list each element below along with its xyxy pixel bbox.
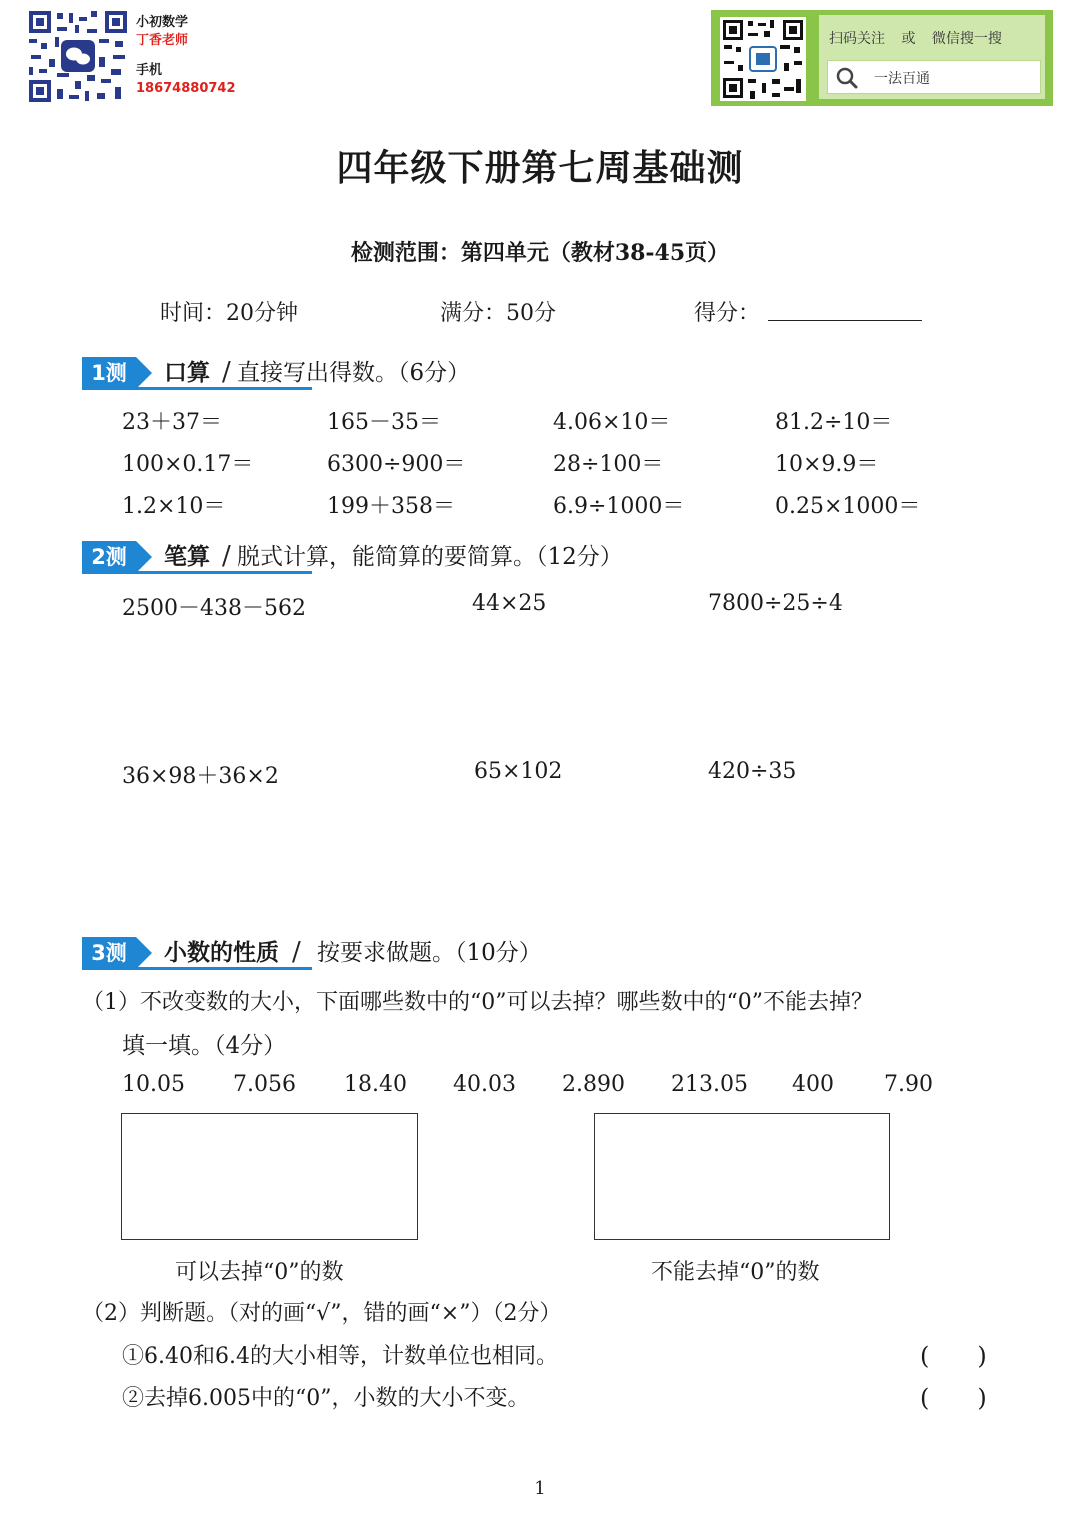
search-panel bbox=[819, 15, 1045, 99]
section3-name: 小数的性质 bbox=[164, 939, 279, 966]
contact-qr-code bbox=[27, 9, 129, 104]
banner-prompt: 扫码关注 或 微信搜一搜 bbox=[829, 31, 1002, 47]
judge-statement-2: ②去掉6.005中的“0”，小数的大小不变。 bbox=[122, 1386, 530, 1411]
removable-zero-box[interactable] bbox=[121, 1113, 418, 1240]
nonremovable-zero-label: 不能去掉“0”的数 bbox=[651, 1260, 820, 1285]
written-item: 420÷35 bbox=[708, 759, 797, 784]
search-query: 一法百通 bbox=[874, 71, 930, 87]
decimal-number: 40.03 bbox=[453, 1072, 516, 1097]
section1-slash: / bbox=[222, 357, 231, 387]
decimal-number: 18.40 bbox=[344, 1072, 407, 1097]
follow-qr-code bbox=[720, 17, 806, 101]
section1-instruction: 直接写出得数。（6分） bbox=[237, 360, 471, 386]
written-item: 36×98＋36×2 bbox=[122, 764, 279, 789]
judge-answer-1[interactable]: ( ) bbox=[920, 1342, 987, 1370]
follow-banner bbox=[711, 10, 1053, 106]
decimal-number: 400 bbox=[792, 1072, 834, 1097]
section3-header bbox=[82, 937, 782, 971]
judge-answer-2[interactable]: ( ) bbox=[920, 1384, 987, 1412]
time-limit: 时间：20分钟 bbox=[160, 301, 298, 326]
contact-teacher: 丁香老师 bbox=[136, 33, 189, 48]
oral-item: 23＋37＝ bbox=[122, 410, 222, 435]
part1-question: （1）不改变数的大小，下面哪些数中的“0”可以去掉？哪些数中的“0”不能去掉？ bbox=[82, 990, 873, 1015]
section3-instruction: 按要求做题。（10分） bbox=[317, 940, 542, 966]
section3-slash: / bbox=[292, 937, 301, 967]
section1-badge: 1测 bbox=[82, 357, 136, 389]
oral-item: 4.06×10＝ bbox=[553, 410, 671, 435]
score-blank[interactable] bbox=[768, 320, 922, 321]
page-number: 1 bbox=[534, 1478, 546, 1499]
section3-badge: 3测 bbox=[82, 937, 136, 969]
section1-badge-arrow bbox=[136, 357, 152, 389]
section2-header bbox=[82, 541, 782, 575]
oral-item: 10×9.9＝ bbox=[775, 452, 879, 477]
written-item: 44×25 bbox=[472, 591, 547, 616]
decimal-number: 213.05 bbox=[671, 1072, 748, 1097]
section3-badge-arrow bbox=[136, 937, 152, 969]
oral-item: 6300÷900＝ bbox=[327, 452, 466, 477]
decimal-number: 7.90 bbox=[884, 1072, 933, 1097]
oral-item: 6.9÷1000＝ bbox=[553, 494, 685, 519]
oral-item: 165－35＝ bbox=[327, 410, 441, 435]
contact-phone: 18674880742 bbox=[136, 81, 236, 96]
oral-item: 100×0.17＝ bbox=[122, 452, 254, 477]
contact-info bbox=[136, 14, 236, 98]
section2-badge: 2测 bbox=[82, 541, 136, 573]
search-icon bbox=[836, 67, 858, 89]
removable-zero-label: 可以去掉“0”的数 bbox=[175, 1260, 344, 1285]
page-title: 四年级下册第七周基础测 bbox=[336, 147, 744, 189]
section2-badge-arrow bbox=[136, 541, 152, 573]
decimal-number: 10.05 bbox=[122, 1072, 185, 1097]
written-item: 65×102 bbox=[474, 759, 563, 784]
section2-instruction: 脱式计算，能简算的要简算。（12分） bbox=[237, 544, 623, 570]
part1-question-cont: 填一填。（4分） bbox=[122, 1033, 287, 1059]
section2-name: 笔算 bbox=[164, 543, 210, 570]
decimal-number: 7.056 bbox=[233, 1072, 296, 1097]
decimal-number: 2.890 bbox=[562, 1072, 625, 1097]
contact-phone-label: 手机 bbox=[136, 63, 163, 78]
section1-name: 口算 bbox=[164, 359, 210, 386]
wechat-search-box[interactable] bbox=[827, 60, 1041, 94]
section1-header bbox=[82, 357, 682, 391]
written-item: 2500－438－562 bbox=[122, 596, 306, 621]
oral-item: 28÷100＝ bbox=[553, 452, 664, 477]
oral-item: 1.2×10＝ bbox=[122, 494, 226, 519]
oral-item: 199＋358＝ bbox=[327, 494, 455, 519]
oral-item: 0.25×1000＝ bbox=[775, 494, 921, 519]
part2-question: （2）判断题。（对的画“√”，错的画“×”）（2分） bbox=[82, 1301, 562, 1326]
test-scope: 检测范围：第四单元（教材38-45页） bbox=[350, 240, 730, 266]
judge-statement-1: ①6.40和6.4的大小相等，计数单位也相同。 bbox=[122, 1344, 558, 1369]
written-item: 7800÷25÷4 bbox=[708, 591, 843, 616]
oral-item: 81.2÷10＝ bbox=[775, 410, 893, 435]
score-label: 得分： bbox=[694, 301, 761, 326]
section2-slash: / bbox=[222, 541, 231, 571]
nonremovable-zero-box[interactable] bbox=[594, 1113, 890, 1240]
contact-title: 小初数学 bbox=[136, 15, 189, 30]
full-score: 满分：50分 bbox=[440, 301, 556, 326]
